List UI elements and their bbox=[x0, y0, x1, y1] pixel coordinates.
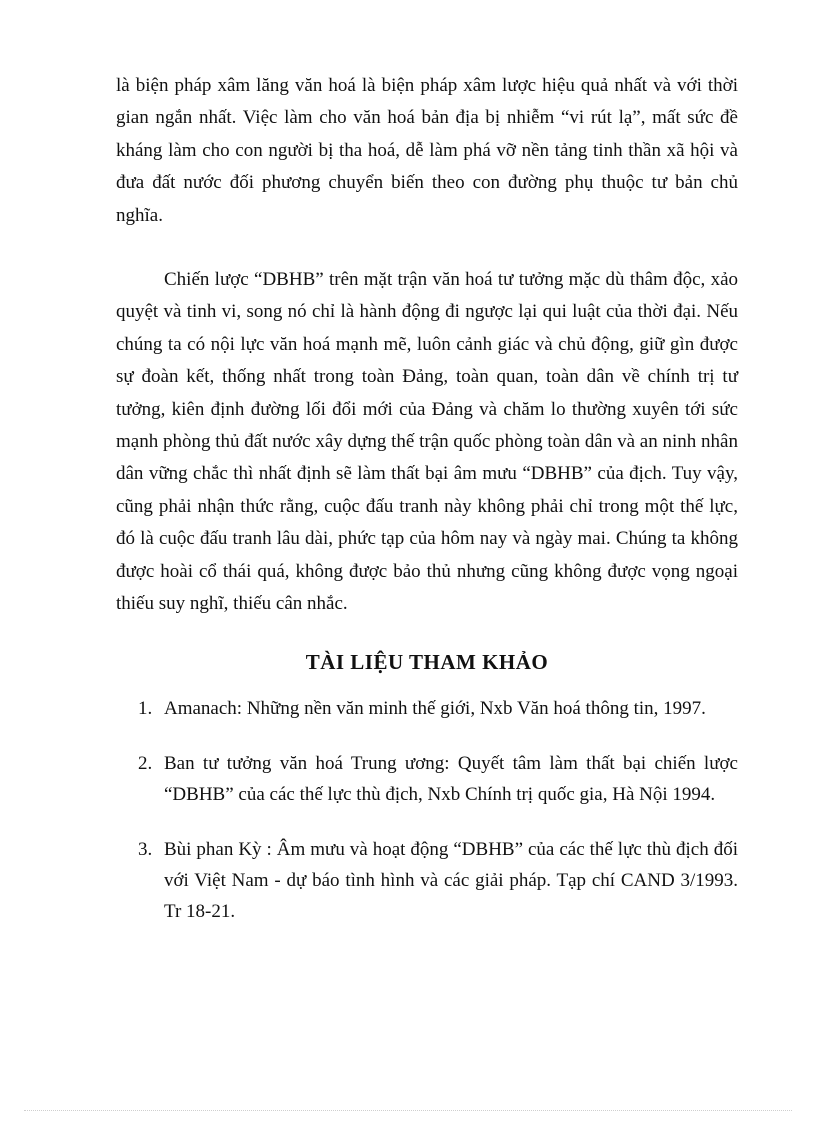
reference-number: 1. bbox=[138, 697, 153, 719]
reference-text: Bùi phan Kỳ : Âm mưu và hoạt động “DBHB” của các thế lực thù địch đối với Việt Nam - dự báo tình hình và các giải pháp. Tạp chí CAND 3/1993. Tr 18-21. bbox=[164, 838, 738, 922]
references-heading: TÀI LIỆU THAM KHẢO bbox=[305, 649, 549, 674]
reference-number: 2. bbox=[138, 752, 153, 774]
reference-text: Amanach: Những nền văn minh thế giới, Nxb Văn hoá thông tin, 1997. bbox=[164, 697, 706, 719]
page-bottom-divider bbox=[24, 1110, 792, 1111]
reference-text: Ban tư tưởng văn hoá Trung ương: Quyết tâm làm thất bại chiến lược “DBHB” của các thế lực thù địch, Nxb Chính trị quốc gia, Hà Nội 1994. bbox=[164, 752, 738, 805]
reference-item bbox=[116, 834, 738, 927]
reference-number: 3. bbox=[138, 838, 153, 860]
body-paragraph-1: là biện pháp xâm lăng văn hoá là biện pháp xâm lược hiệu quả nhất và với thời gian ngắn nhất. Việc làm cho văn hoá bản địa bị nhiễm “vi rút lạ”, mất sức đề kháng làm cho con người bị tha hoá, dễ làm phá vỡ nền tảng tinh thần xã hội và đưa đất nước đối phương chuyển biến theo con đường phụ thuộc tư bản chủ nghĩa. bbox=[116, 75, 738, 226]
reference-item bbox=[116, 693, 738, 724]
document-page bbox=[116, 70, 738, 951]
body-paragraph-2: Chiến lược “DBHB” trên mặt trận văn hoá tư tưởng mặc dù thâm độc, xảo quyệt và tinh vi, song nó chỉ là hành động đi ngược lại qui luật của thời đại. Nếu chúng ta có nội lực văn hoá mạnh mẽ, luôn cảnh giác và chủ động, giữ gìn được sự đoàn kết, thống nhất trong toàn Đảng, toàn quan, toàn dân về chính trị tư tưởng, kiên định đường lối đổi mới của Đảng và chăm lo thường xuyên tới sức mạnh phòng thủ đất nước xây dựng thế trận quốc phòng toàn dân và an ninh nhân dân vững chắc thì nhất định sẽ làm thất bại âm mưu “DBHB” của địch. Tuy vậy, cũng phải nhận thức rằng, cuộc đấu tranh này không phải chỉ trong một thế lực, đó là cuộc đấu tranh lâu dài, phức tạp của hôm nay và ngày mai. Chúng ta không được hoài cổ thái quá, không được bảo thủ nhưng cũng không được vọng ngoại thiếu suy nghĩ, thiếu cân nhắc. bbox=[116, 269, 738, 615]
references-list bbox=[116, 693, 738, 927]
reference-item bbox=[116, 748, 738, 810]
